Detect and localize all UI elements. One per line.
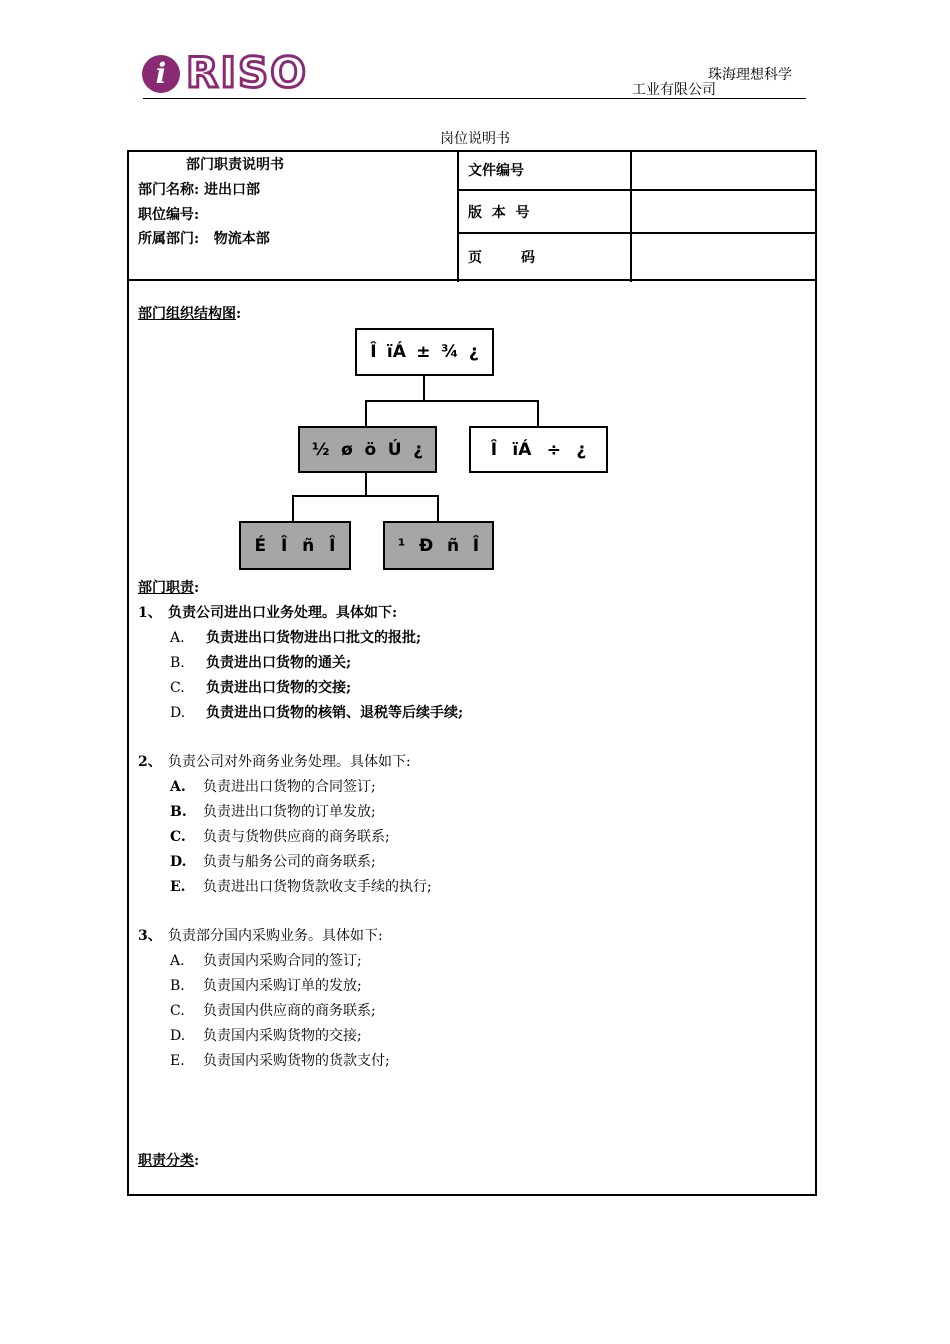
table-divider-h1 xyxy=(457,189,817,191)
org-glyph: ¹ xyxy=(397,535,406,556)
org-glyph: Ú xyxy=(387,439,402,460)
duties-heading xyxy=(138,579,199,597)
duty-item: 负责进出口货物的通关; xyxy=(206,655,352,671)
duty-item-letter: D. xyxy=(170,1028,186,1044)
org-glyph: ¿ xyxy=(413,439,424,460)
org-box-bottom-right xyxy=(383,521,494,570)
duty-item: 负责国内供应商的商务联系; xyxy=(203,1003,376,1019)
table-divider-v2 xyxy=(630,150,632,282)
classification-heading-colon: : xyxy=(194,1153,200,1169)
duty-item-letter: A. xyxy=(170,630,185,646)
page-label: 页 码 xyxy=(468,250,535,266)
duty-item: 负责进出口货物进出口批文的报批; xyxy=(206,630,422,646)
version-label: 版 本 号 xyxy=(468,205,530,221)
org-chart-heading xyxy=(138,305,241,323)
duty-item-letter: A. xyxy=(170,779,186,795)
org-glyph: ¿ xyxy=(576,439,587,460)
position-code: 职位编号: xyxy=(138,207,200,223)
duty-item: 负责与船务公司的商务联系; xyxy=(203,854,376,870)
duty-item-letter: D. xyxy=(170,854,187,870)
logo-mark-letter: i xyxy=(155,57,167,90)
company-logo: RISO xyxy=(186,48,308,97)
duty-item-letter: E. xyxy=(170,1053,185,1069)
duty-item-letter: C. xyxy=(170,680,185,696)
org-glyph: Î xyxy=(329,535,336,556)
header-divider xyxy=(143,98,806,99)
duty-item: 负责国内采购订单的发放; xyxy=(203,978,362,994)
org-box-mid-right xyxy=(469,426,608,473)
table-divider-v1 xyxy=(457,150,459,282)
table-divider-h3 xyxy=(127,279,817,281)
duty-item-letter: E. xyxy=(170,879,186,895)
duty-item-letter: D. xyxy=(170,705,186,721)
duty-section-2-title: 负责公司对外商务业务处理。具体如下: xyxy=(168,754,411,770)
document-title: 岗位说明书 xyxy=(440,131,510,147)
duty-section-3-num: 3、 xyxy=(138,928,162,944)
duty-item-letter: C. xyxy=(170,1003,185,1019)
duty-item: 负责国内采购合同的签订; xyxy=(203,953,362,969)
org-chart-heading-colon: : xyxy=(236,306,242,322)
org-connector xyxy=(537,400,539,426)
duty-item: 负责进出口货物的核销、退税等后续手续; xyxy=(206,705,464,721)
duty-section-1-num: 1、 xyxy=(138,605,162,621)
classification-heading-text: 职责分类 xyxy=(138,1153,194,1169)
duty-section-3-title: 负责部分国内采购业务。具体如下: xyxy=(168,928,383,944)
org-chart-heading-text: 部门组织结构图 xyxy=(138,306,236,322)
file-no-label: 文件编号 xyxy=(468,163,524,179)
duty-item: 负责进出口货物的合同签订; xyxy=(203,779,376,795)
duty-item: 负责国内采购货物的交接; xyxy=(203,1028,362,1044)
org-connector xyxy=(292,495,439,497)
org-glyph: Î xyxy=(370,342,377,362)
org-glyph: Î xyxy=(280,535,288,556)
org-glyph: Î xyxy=(490,439,498,460)
org-connector xyxy=(423,375,425,401)
duty-item-letter: B. xyxy=(170,804,187,820)
duty-section-1-title: 负责公司进出口业务处理。具体如下: xyxy=(168,605,398,621)
org-glyph: ø xyxy=(341,439,353,460)
org-glyph: ñ xyxy=(446,535,460,556)
info-heading: 部门职责说明书 xyxy=(186,157,284,173)
duty-item: 负责国内采购货物的货款支付; xyxy=(203,1053,390,1069)
org-box-bottom-left xyxy=(239,521,351,570)
org-glyph: ± xyxy=(416,342,431,362)
duty-item-letter: B. xyxy=(170,655,185,671)
parent-dept: 所属部门: 物流本部 xyxy=(138,231,270,247)
org-glyph: ½ xyxy=(311,439,330,460)
org-glyph: ¾ xyxy=(440,342,459,362)
org-glyph: ¿ xyxy=(468,342,479,362)
table-divider-h2 xyxy=(457,232,817,234)
duties-heading-colon: : xyxy=(194,580,200,596)
duties-heading-text: 部门职责 xyxy=(138,580,194,596)
org-glyph: Î xyxy=(472,535,480,556)
classification-heading xyxy=(138,1152,199,1170)
org-glyph: Ð xyxy=(419,535,434,556)
dept-name: 部门名称: 进出口部 xyxy=(138,182,261,198)
company-name-line1: 珠海理想科学 xyxy=(708,67,792,83)
duty-item-letter: B. xyxy=(170,978,185,994)
duty-item-letter: A. xyxy=(170,953,185,969)
org-connector xyxy=(365,400,539,402)
duty-item: 负责进出口货物的订单发放; xyxy=(203,804,376,820)
org-glyph: ÷ xyxy=(546,439,562,460)
duty-item: 负责进出口货物的交接; xyxy=(206,680,352,696)
org-glyph: ïÁ xyxy=(386,342,406,362)
org-glyph: É xyxy=(254,535,267,556)
org-box-top xyxy=(355,328,494,376)
duty-item-letter: C. xyxy=(170,829,186,845)
org-connector xyxy=(365,400,367,426)
org-connector xyxy=(292,495,294,522)
duty-item: 负责进出口货物货款收支手续的执行; xyxy=(203,879,432,895)
org-glyph: ïÁ xyxy=(512,439,532,460)
org-connector xyxy=(437,495,439,522)
org-glyph: ñ xyxy=(302,535,315,556)
org-connector xyxy=(365,472,367,496)
company-name-line2: 工业有限公司 xyxy=(632,82,716,98)
org-glyph: ö xyxy=(364,439,377,460)
duty-section-2-num: 2、 xyxy=(138,754,162,770)
duty-item: 负责与货物供应商的商务联系; xyxy=(203,829,390,845)
org-box-mid-left xyxy=(298,426,437,473)
